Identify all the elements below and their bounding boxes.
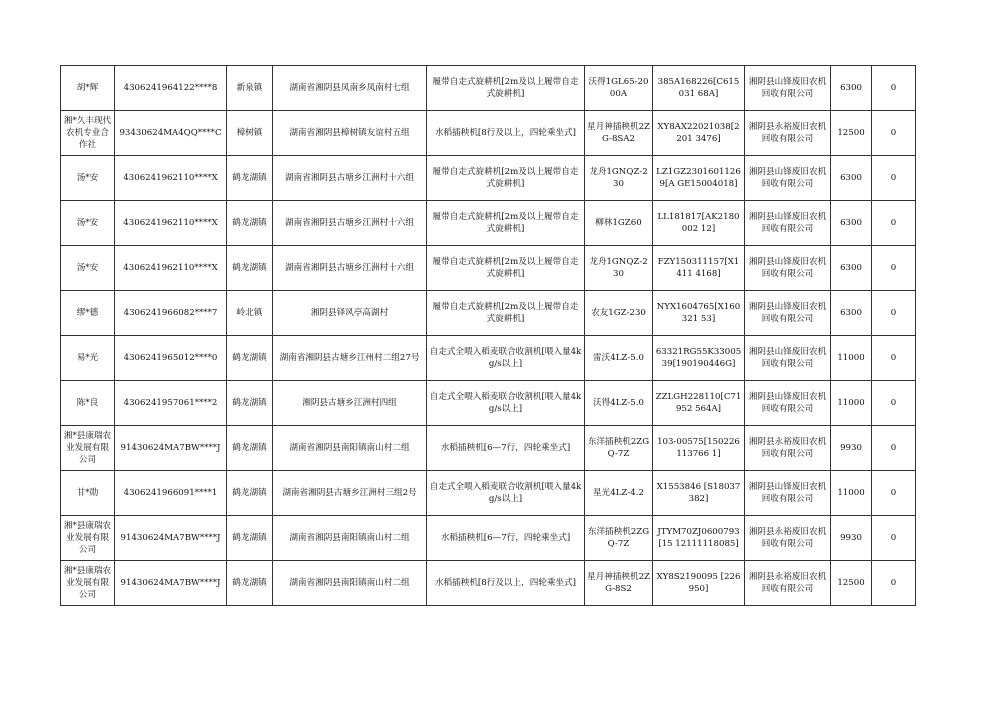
recycler-cell: 湘阴县永裕废旧农机回收有限公司 [745,516,831,561]
id-number-cell: 4306241966082****7 [115,291,227,336]
machine-category-cell: 履带自走式旋耕机[2m及以上履带自走式旋耕机] [427,66,585,111]
other-amount-cell: 0 [872,561,916,606]
table-row [61,426,916,471]
owner-name-cell: 陈*良 [61,381,115,426]
town-cell: 鹤龙湖镇 [227,381,273,426]
serial-number-cell: ZZLGH228110[C71952 564A] [653,381,745,426]
serial-number-cell: JTYM70ZJ0600793[15 12111118085] [653,516,745,561]
other-amount-cell: 0 [872,336,916,381]
machine-category-cell: 自走式全喂入稻麦联合收割机[喂入量4kg/s以上] [427,336,585,381]
amount-cell: 6300 [831,201,872,246]
address-cell: 湖南省湘阴县古塘乡江洲村三组2号 [273,471,427,516]
town-cell: 樟树镇 [227,111,273,156]
owner-name-cell: 湘*久丰现代农机专业合作社 [61,111,115,156]
owner-name-cell: 缪*德 [61,291,115,336]
recycler-cell: 湘阴县永裕废旧农机回收有限公司 [745,426,831,471]
owner-name-cell: 汤*安 [61,156,115,201]
table-row [61,471,916,516]
model-cell: 星月神插秧机2ZG-8S2 [585,561,653,606]
table-row [61,156,916,201]
serial-number-cell: LZ1GZ23016011269[A GE15004018] [653,156,745,201]
other-amount-cell: 0 [872,201,916,246]
town-cell: 岭北镇 [227,291,273,336]
model-cell: 东洋插秧机2ZGQ-7Z [585,426,653,471]
other-amount-cell: 0 [872,111,916,156]
other-amount-cell: 0 [872,471,916,516]
recycler-cell: 湘阴县山锋废旧农机回收有限公司 [745,66,831,111]
amount-cell: 12500 [831,561,872,606]
address-cell: 湘阴县古塘乡江洲村四组 [273,381,427,426]
model-cell: 东洋插秧机2ZGQ-7Z [585,516,653,561]
serial-number-cell: XY8S2190095 [226950] [653,561,745,606]
owner-name-cell: 汤*安 [61,201,115,246]
machine-category-cell: 水稻插秧机[8行及以上，四轮乘坐式] [427,561,585,606]
recycler-cell: 湘阴县山锋废旧农机回收有限公司 [745,336,831,381]
other-amount-cell: 0 [872,516,916,561]
address-cell: 湘阴县铎风亭高湖村 [273,291,427,336]
table-row [61,66,916,111]
machine-category-cell: 自走式全喂入稻麦联合收割机[喂入量4kg/s以上] [427,471,585,516]
amount-cell: 6300 [831,156,872,201]
machine-category-cell: 履带自走式旋耕机[2m及以上履带自走式旋耕机] [427,291,585,336]
machine-category-cell: 履带自走式旋耕机[2m及以上履带自走式旋耕机] [427,246,585,291]
model-cell: 沃得1GL65-2000A [585,66,653,111]
amount-cell: 6300 [831,66,872,111]
amount-cell: 9930 [831,516,872,561]
owner-name-cell: 湘*县康瑞农业发展有限公司 [61,516,115,561]
id-number-cell: 4306241957061****2 [115,381,227,426]
other-amount-cell: 0 [872,426,916,471]
address-cell: 湖南省湘阴县古塘乡江洲村十六组 [273,201,427,246]
id-number-cell: 91430624MA7BW****J [115,516,227,561]
id-number-cell: 91430624MA7BW****J [115,426,227,471]
town-cell: 鹤龙湖镇 [227,426,273,471]
table-row [61,516,916,561]
owner-name-cell: 易*光 [61,336,115,381]
address-cell: 湖南省湘阴县古塘乡江洲村十六组 [273,246,427,291]
model-cell: 星光4LZ-4.2 [585,471,653,516]
owner-name-cell: 湘*县康瑞农业发展有限公司 [61,561,115,606]
recycler-cell: 湘阴县山锋废旧农机回收有限公司 [745,471,831,516]
model-cell: 星月神插秧机2ZG-8SA2 [585,111,653,156]
recycler-cell: 湘阴县山锋废旧农机回收有限公司 [745,291,831,336]
serial-number-cell: 385A168226[C615031 68A] [653,66,745,111]
table-row [61,381,916,426]
id-number-cell: 91430624MA7BW****J [115,561,227,606]
amount-cell: 6300 [831,246,872,291]
serial-number-cell: X1553846 [S18037382] [653,471,745,516]
address-cell: 湖南省湘阴县南阳镇南山村二组 [273,426,427,471]
machine-category-cell: 水稻插秧机[6—7行，四轮乘坐式] [427,516,585,561]
other-amount-cell: 0 [872,66,916,111]
subsidy-table [60,65,916,606]
id-number-cell: 4306241962110****X [115,246,227,291]
recycler-cell: 湘阴县山锋废旧农机回收有限公司 [745,381,831,426]
amount-cell: 11000 [831,381,872,426]
address-cell: 湖南省湘阴县南阳镇南山村二组 [273,561,427,606]
serial-number-cell: 63321RG55K3300539[190190446G] [653,336,745,381]
table-row [61,246,916,291]
table-row [61,291,916,336]
model-cell: 龙舟1GNQZ-230 [585,246,653,291]
machine-category-cell: 水稻插秧机[8行及以上，四轮乘坐式] [427,111,585,156]
town-cell: 鹤龙湖镇 [227,336,273,381]
town-cell: 鹤龙湖镇 [227,156,273,201]
other-amount-cell: 0 [872,246,916,291]
owner-name-cell: 湘*县康瑞农业发展有限公司 [61,426,115,471]
recycler-cell: 湘阴县永裕废旧农机回收有限公司 [745,561,831,606]
other-amount-cell: 0 [872,291,916,336]
table-row [61,111,916,156]
owner-name-cell: 甘*勋 [61,471,115,516]
address-cell: 湖南省湘阴县古塘乡江州村二组27号 [273,336,427,381]
table-body [61,66,916,606]
town-cell: 鹤龙湖镇 [227,201,273,246]
serial-number-cell: XY8AX22021038[2201 3476] [653,111,745,156]
address-cell: 湖南省湘阴县南阳镇南山村二组 [273,516,427,561]
address-cell: 湖南省湘阴县樟树镇友谊村五组 [273,111,427,156]
id-number-cell: 4306241964122****8 [115,66,227,111]
amount-cell: 12500 [831,111,872,156]
id-number-cell: 4306241962110****X [115,201,227,246]
amount-cell: 11000 [831,336,872,381]
table-row [61,201,916,246]
id-number-cell: 4306241966091****1 [115,471,227,516]
address-cell: 湖南省湘阴县凤南乡凤南村七组 [273,66,427,111]
amount-cell: 11000 [831,471,872,516]
machine-category-cell: 水稻插秧机[6—7行，四轮乘坐式] [427,426,585,471]
id-number-cell: 4306241965012****0 [115,336,227,381]
model-cell: 农友1GZ-230 [585,291,653,336]
serial-number-cell: FZY150311157[X1411 4168] [653,246,745,291]
model-cell: 沃得4LZ-5.0 [585,381,653,426]
town-cell: 鹤龙湖镇 [227,516,273,561]
machine-category-cell: 履带自走式旋耕机[2m及以上履带自走式旋耕机] [427,201,585,246]
model-cell: 雷沃4LZ-5.0 [585,336,653,381]
table-row [61,336,916,381]
owner-name-cell: 汤*安 [61,246,115,291]
recycler-cell: 湘阴县永裕废旧农机回收有限公司 [745,111,831,156]
id-number-cell: 4306241962110****X [115,156,227,201]
machine-category-cell: 履带自走式旋耕机[2m及以上履带自走式旋耕机] [427,156,585,201]
town-cell: 新泉镇 [227,66,273,111]
owner-name-cell: 胡*辉 [61,66,115,111]
address-cell: 湖南省湘阴县古塘乡江洲村十六组 [273,156,427,201]
amount-cell: 6300 [831,291,872,336]
town-cell: 鹤龙湖镇 [227,471,273,516]
id-number-cell: 93430624MA4QQ****C [115,111,227,156]
town-cell: 鹤龙湖镇 [227,246,273,291]
recycler-cell: 湘阴县山锋废旧农机回收有限公司 [745,246,831,291]
machine-category-cell: 自走式全喂入稻麦联合收割机[喂入量4kg/s以上] [427,381,585,426]
amount-cell: 9930 [831,426,872,471]
recycler-cell: 湘阴县山锋废旧农机回收有限公司 [745,201,831,246]
model-cell: 龙舟1GNQZ-230 [585,156,653,201]
other-amount-cell: 0 [872,156,916,201]
serial-number-cell: NYX1604765[X160321 53] [653,291,745,336]
table-row [61,561,916,606]
serial-number-cell: 103-00575[150226113766 1] [653,426,745,471]
town-cell: 鹤龙湖镇 [227,561,273,606]
model-cell: 柳林1GZ60 [585,201,653,246]
other-amount-cell: 0 [872,381,916,426]
recycler-cell: 湘阴县山锋废旧农机回收有限公司 [745,156,831,201]
serial-number-cell: LL181817[AK2180002 12] [653,201,745,246]
